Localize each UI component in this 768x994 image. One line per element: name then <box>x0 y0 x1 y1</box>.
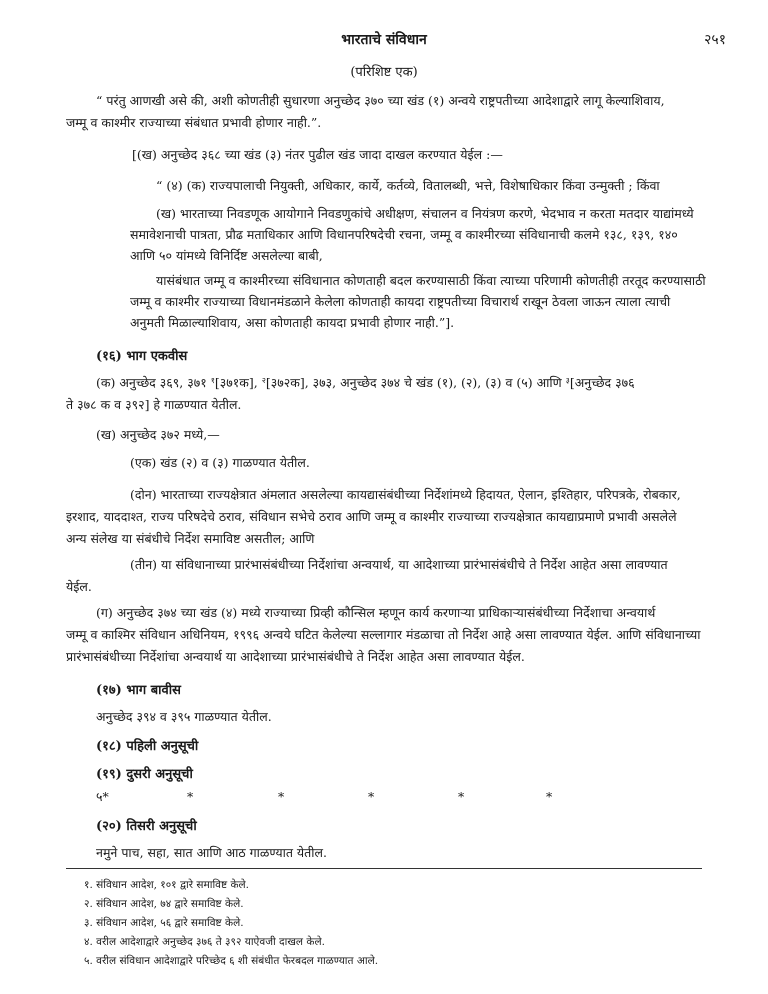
clause-16k-line-1 <box>96 374 635 392</box>
footnote-3: ३. संविधान आदेश, ५६ द्वारे समाविष्ट केले. <box>84 917 244 929</box>
page-number: २५१ <box>704 32 726 48</box>
page-header-title: भारताचे संविधान <box>341 32 427 48</box>
clause-ga-line-3: प्रारंभासंबंधीच्या निर्देशांचा अन्वयार्थ या आदेशाच्या प्रारंभासंबंधीचे ते निर्देश आहेत असा लावण्यात येईल. <box>66 649 525 664</box>
clause-16k-d: [अनुच्छेद ३७६ <box>569 375 635 390</box>
omission-star-4: * <box>368 789 375 804</box>
footnote-ref-1[interactable]: १ <box>210 376 215 385</box>
footnote-5: ५. वरील संविधान आदेशाद्वारे परिच्छेद ६ शी संबंधीत फेरबदल गाळण्यात आले. <box>84 955 379 967</box>
omission-star-5: * <box>458 789 465 804</box>
clause-ek: (एक) खंड (२) व (३) गाळण्यात येतील. <box>130 455 310 470</box>
clause-don-line-2: इरशाद, याददाश्त, राज्य परिषदेचे ठराव, संविधान सभेचे ठराव आणि जम्मू व काश्मीर राज्याच्या राज्यक्षेत्रात कायद्याप्रमाणे प्रभावी असलेले <box>66 509 677 524</box>
clause-16kh: (ख) अनुच्छेद ३७२ मध्ये,— <box>96 427 220 442</box>
clause-4k: “ (४) (क) राज्यपालाची नियुक्ती, अधिकार, कार्ये, कर्तव्ये, वितालब्धी, भत्ते, विशेषाधिकार किंवा उन्मुक्ती ; किंवा <box>156 178 660 193</box>
clause-don-line-1: (दोन) भारताच्या राज्यक्षेत्रात अंमलात असलेल्या कायद्यासंबंधीच्या निर्देशांमध्ये हिदायत, ऐलान, इश्तिहार, परिपत्रके, रोबकार, <box>130 487 681 502</box>
heading-second-schedule: (१९) दुसरी अनुसूची <box>96 767 193 782</box>
clause-kh-intro: [(ख) अनुच्छेद ३६८ च्या खंड (३) नंतर पुढील खंड जादा दाखल करण्यात येईल :— <box>132 147 503 162</box>
heading-third-schedule: (२०) तिसरी अनुसूची <box>96 819 197 834</box>
clause-16k-line-2: ते ३७८ क व ३९२] हे गाळण्यात येतील. <box>66 397 242 412</box>
heading-part-22: (१७) भाग बावीस <box>96 683 181 698</box>
proviso-line-1: “ परंतु आणखी असे की, अशी कोणतीही सुधारणा अनुच्छेद ३७० च्या खंड (१) अन्वये राष्ट्रपतीच्या आदेशाद्वारे लागू केल्याशिवाय, <box>96 93 665 108</box>
proviso-line-2: जम्मू व काश्मीर राज्याच्या संबंधात प्रभावी होणार नाही.”. <box>66 115 322 130</box>
omission-star-2: * <box>187 789 194 804</box>
appendix-subtitle: (परिशिष्ट एक) <box>350 65 418 80</box>
clause-17: अनुच्छेद ३९४ व ३९५ गाळण्यात येतील. <box>96 709 272 724</box>
clause-yasam-line-3: अनुमती मिळाल्याशिवाय, असा कोणताही कायदा प्रभावी होणार नाही.”]. <box>130 315 455 330</box>
heading-first-schedule: (१८) पहिली अनुसूची <box>96 739 199 754</box>
footnote-ref-3[interactable]: ३ <box>565 376 570 385</box>
clause-ga-line-2: जम्मू व काश्मिर संविधान अधिनियम, १९९६ अन्वये घटित केलेल्या सल्लागार मंडळाचा तो निर्देश आहे असा लावण्यात येईल. आणि संविधानाच्या <box>66 627 701 642</box>
footnote-2: २. संविधान आदेश, ७४ द्वारे समाविष्ट केले. <box>84 898 244 910</box>
clause-teen-line-1: (तीन) या संविधानाच्या प्रारंभासंबंधीच्या निर्देशांचा अन्वयार्थ, या आदेशाच्या प्रारंभासंबंधीचे ते निर्देश आहेत असा लावण्यात <box>130 557 668 572</box>
clause-kh2-line-1: (ख) भारताच्या निवडणूक आयोगाने निवडणुकांचे अधीक्षण, संचालन व नियंत्रण करणे, भेदभाव न करता मतदार याद्यांमध्ये <box>156 206 694 221</box>
heading-part-21: (१६) भाग एकवीस <box>96 349 188 364</box>
footnote-ref-2[interactable]: २ <box>261 376 266 385</box>
clause-teen-line-2: येईल. <box>66 579 92 594</box>
clause-kh2-line-2: समावेशनाची पात्रता, प्रौढ मताधिकार आणि विधानपरिषदेची रचना, जम्मू व काश्मीरच्या संविधानाची कलमे १३८, १३९, १४० <box>130 227 678 242</box>
clause-16k-c: [३७२क], ३७३, अनुच्छेद ३७४ चे खंड (१), (२), (३) व (५) आणि <box>265 375 566 390</box>
clause-yasam-line-1: यासंबंधात जम्मू व काश्मीरच्या संविधानात कोणताही बदल करण्यासाठी किंवा त्याच्या परिणामी कोणतीही तरतूद करण्यासाठी <box>156 273 706 288</box>
clause-yasam-line-2: जम्मू व काश्मीर राज्याच्या विधानमंडळाने केलेला कोणताही कायदा राष्ट्रपतीच्या विचारार्थ राखून ठेवला जाऊन त्याला त्याची <box>130 294 671 309</box>
omission-star-1: ५* <box>96 789 109 804</box>
footnote-divider <box>66 868 702 869</box>
clause-don-line-3: अन्य संलेख या संबंधीचे निर्देश समाविष्ट असतील; आणि <box>66 531 315 546</box>
clause-16k-a: (क) अनुच्छेद ३६९, ३७१ <box>96 375 211 390</box>
omission-star-6: * <box>546 789 553 804</box>
clause-16k-b: [३७१क], <box>214 375 262 390</box>
omission-star-3: * <box>278 789 285 804</box>
footnote-1: १. संविधान आदेश, १०१ द्वारे समाविष्ट केले. <box>84 879 250 891</box>
clause-ga-line-1: (ग) अनुच्छेद ३७४ च्या खंड (४) मध्ये राज्याच्या प्रिव्ही कौन्सिल म्हणून कार्य करणाऱ्या प्राधिकाऱ्यासंबंधीच्या निर्देशाचा अन्वयार्थ <box>96 605 656 620</box>
footnote-4: ४. वरील आदेशाद्वारे अनुच्छेद ३७६ ते ३९२ याऐवजी दाखल केले. <box>84 936 325 948</box>
clause-kh2-line-3: आणि ५० यांमध्ये विनिर्दिष्ट असलेल्या बाबी, <box>130 248 323 263</box>
clause-20: नमुने पाच, सहा, सात आणि आठ गाळण्यात येतील. <box>96 845 327 860</box>
